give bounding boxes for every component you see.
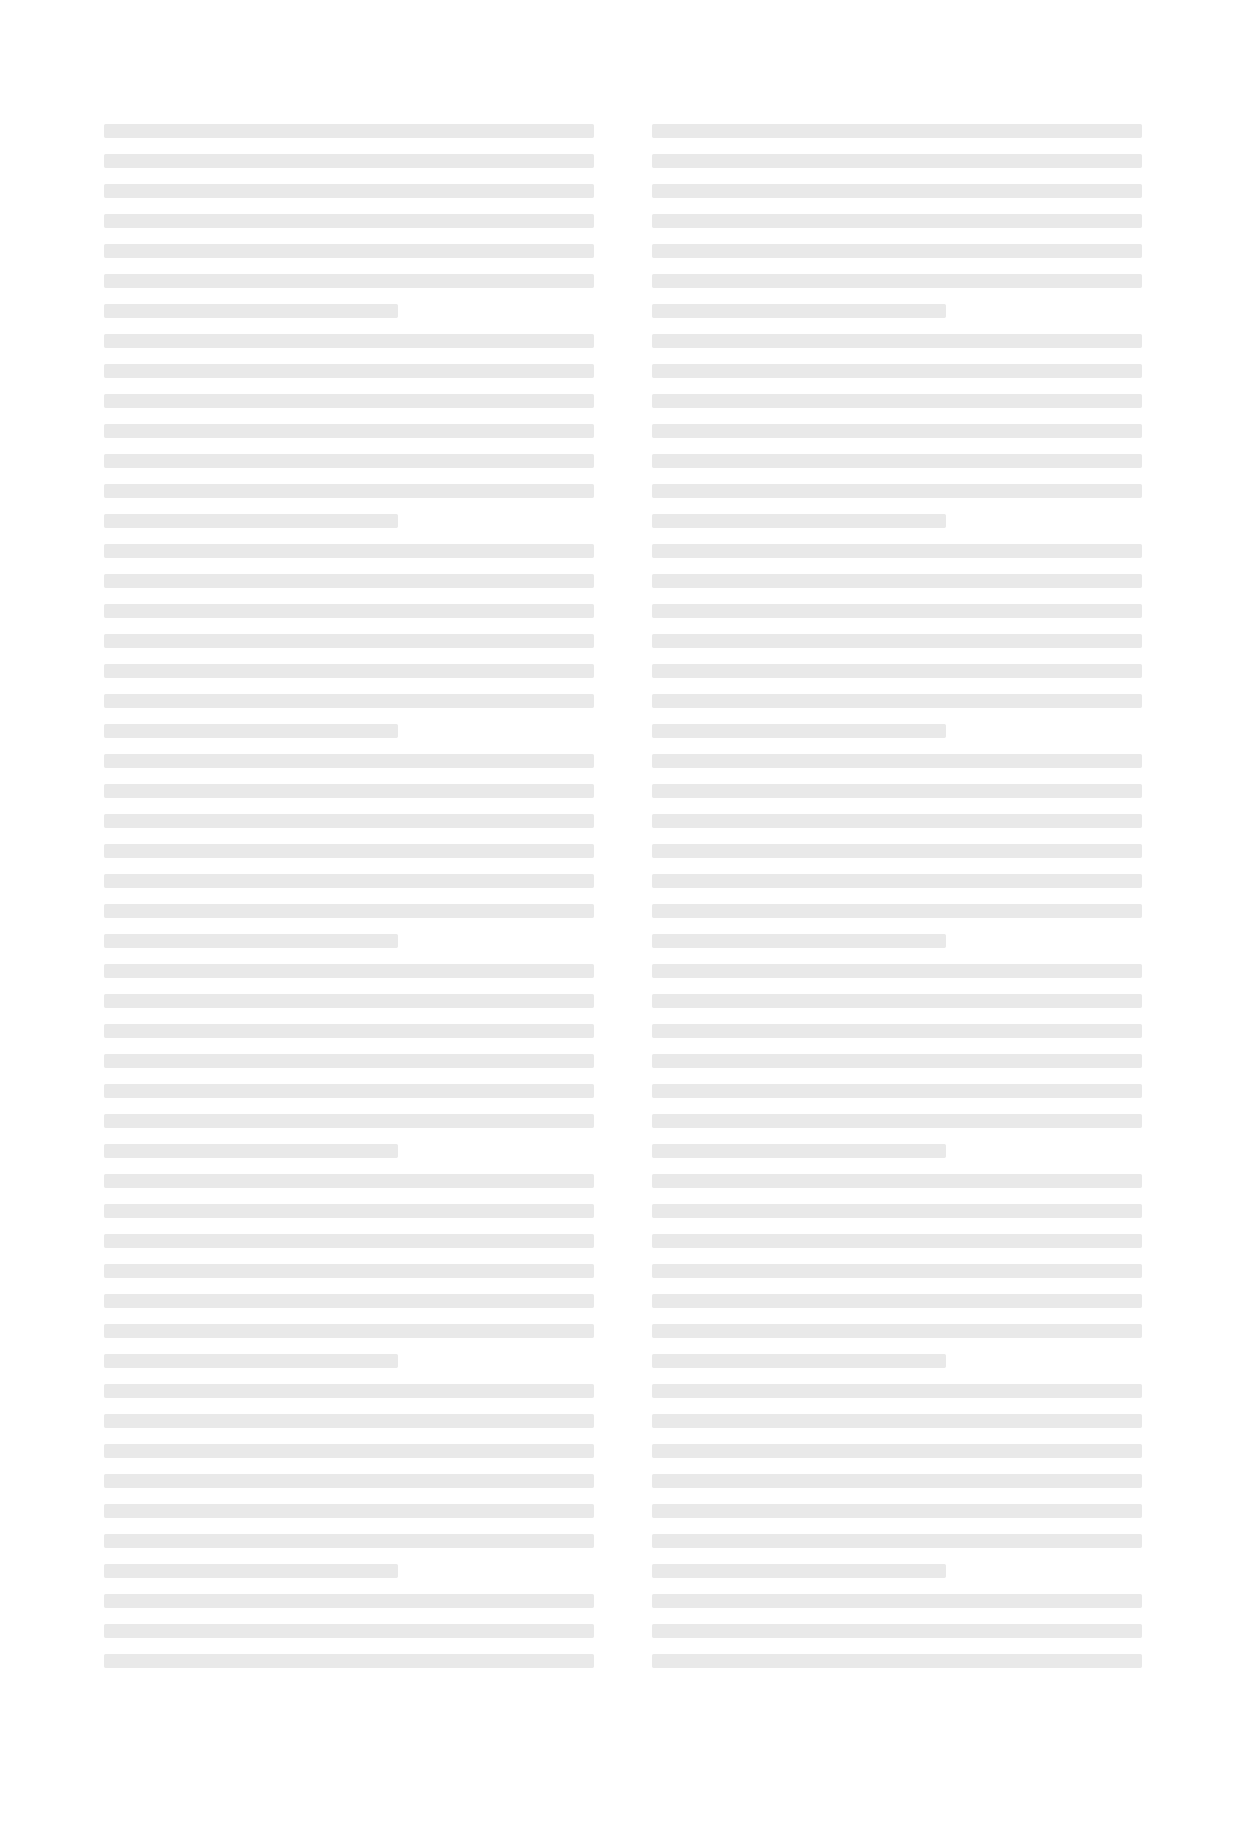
text-line <box>104 274 594 288</box>
text-line <box>104 1084 594 1098</box>
text-line <box>652 574 1142 588</box>
text-line <box>104 1594 594 1608</box>
text-line <box>652 1324 1142 1338</box>
text-line <box>104 874 594 888</box>
text-line <box>652 694 1142 708</box>
text-line <box>652 1084 1142 1098</box>
text-line <box>104 994 594 1008</box>
left-column <box>104 108 594 1684</box>
text-line <box>652 1594 1142 1608</box>
text-line <box>104 424 594 438</box>
text-line <box>652 754 1142 768</box>
text-line <box>652 844 1142 858</box>
text-line <box>104 754 594 768</box>
text-line <box>104 844 594 858</box>
text-line <box>104 964 594 978</box>
text-line <box>104 664 594 678</box>
text-line <box>104 1024 594 1038</box>
text-line <box>104 934 398 948</box>
text-line <box>652 514 946 528</box>
text-line <box>652 184 1142 198</box>
text-line <box>104 1234 594 1248</box>
text-line <box>104 814 594 828</box>
text-line <box>104 1654 594 1668</box>
text-line <box>652 1534 1142 1548</box>
text-line <box>104 1294 594 1308</box>
text-line <box>652 814 1142 828</box>
text-line <box>652 1144 946 1158</box>
text-line <box>104 784 594 798</box>
text-line <box>652 274 1142 288</box>
text-line <box>652 664 1142 678</box>
text-line <box>104 124 594 138</box>
text-line <box>104 574 594 588</box>
text-line <box>104 694 594 708</box>
text-line <box>652 424 1142 438</box>
text-line <box>652 1054 1142 1068</box>
text-line <box>104 604 594 618</box>
text-line <box>104 1264 594 1278</box>
text-line <box>652 1114 1142 1128</box>
text-line <box>104 1384 594 1398</box>
text-line <box>652 1504 1142 1518</box>
text-line <box>652 1444 1142 1458</box>
text-line <box>104 394 594 408</box>
text-line <box>652 604 1142 618</box>
text-line <box>652 1294 1142 1308</box>
text-line <box>104 1564 398 1578</box>
text-line <box>652 1474 1142 1488</box>
text-line <box>652 364 1142 378</box>
text-line <box>652 724 946 738</box>
text-line <box>652 634 1142 648</box>
text-line <box>104 1474 594 1488</box>
text-line <box>104 454 594 468</box>
text-line <box>104 484 594 498</box>
right-column <box>652 108 1142 1684</box>
text-line <box>104 364 594 378</box>
text-line <box>104 904 594 918</box>
text-line <box>104 1444 594 1458</box>
text-line <box>652 934 946 948</box>
text-line <box>104 1534 594 1548</box>
text-line <box>652 1384 1142 1398</box>
text-line <box>652 1234 1142 1248</box>
text-line <box>652 964 1142 978</box>
text-line <box>652 1024 1142 1038</box>
text-line <box>652 394 1142 408</box>
text-line <box>652 1204 1142 1218</box>
text-line <box>652 304 946 318</box>
text-line <box>104 214 594 228</box>
text-line <box>652 784 1142 798</box>
text-line <box>104 1174 594 1188</box>
text-line <box>104 304 398 318</box>
text-line <box>652 1354 946 1368</box>
text-line <box>104 1504 594 1518</box>
text-line <box>652 484 1142 498</box>
text-line <box>652 874 1142 888</box>
text-line <box>104 1624 594 1638</box>
text-line <box>104 634 594 648</box>
text-line <box>104 184 594 198</box>
text-line <box>652 1174 1142 1188</box>
text-line <box>652 544 1142 558</box>
text-line <box>652 1624 1142 1638</box>
text-line <box>652 1564 946 1578</box>
text-line <box>652 454 1142 468</box>
text-line <box>104 1054 594 1068</box>
text-line <box>104 544 594 558</box>
text-line <box>652 244 1142 258</box>
text-line <box>104 1204 594 1218</box>
text-line <box>104 1114 594 1128</box>
text-line <box>652 1264 1142 1278</box>
text-line <box>104 334 594 348</box>
text-line <box>104 244 594 258</box>
text-line <box>652 1654 1142 1668</box>
text-line <box>652 904 1142 918</box>
text-line <box>104 1354 398 1368</box>
text-line <box>652 1414 1142 1428</box>
text-line <box>652 154 1142 168</box>
text-line <box>104 514 398 528</box>
text-line <box>104 1324 594 1338</box>
text-line <box>652 124 1142 138</box>
text-line <box>652 994 1142 1008</box>
text-line <box>104 724 398 738</box>
text-line <box>104 154 594 168</box>
text-line <box>652 334 1142 348</box>
text-line <box>104 1414 594 1428</box>
text-line <box>104 1144 398 1158</box>
text-line <box>652 214 1142 228</box>
